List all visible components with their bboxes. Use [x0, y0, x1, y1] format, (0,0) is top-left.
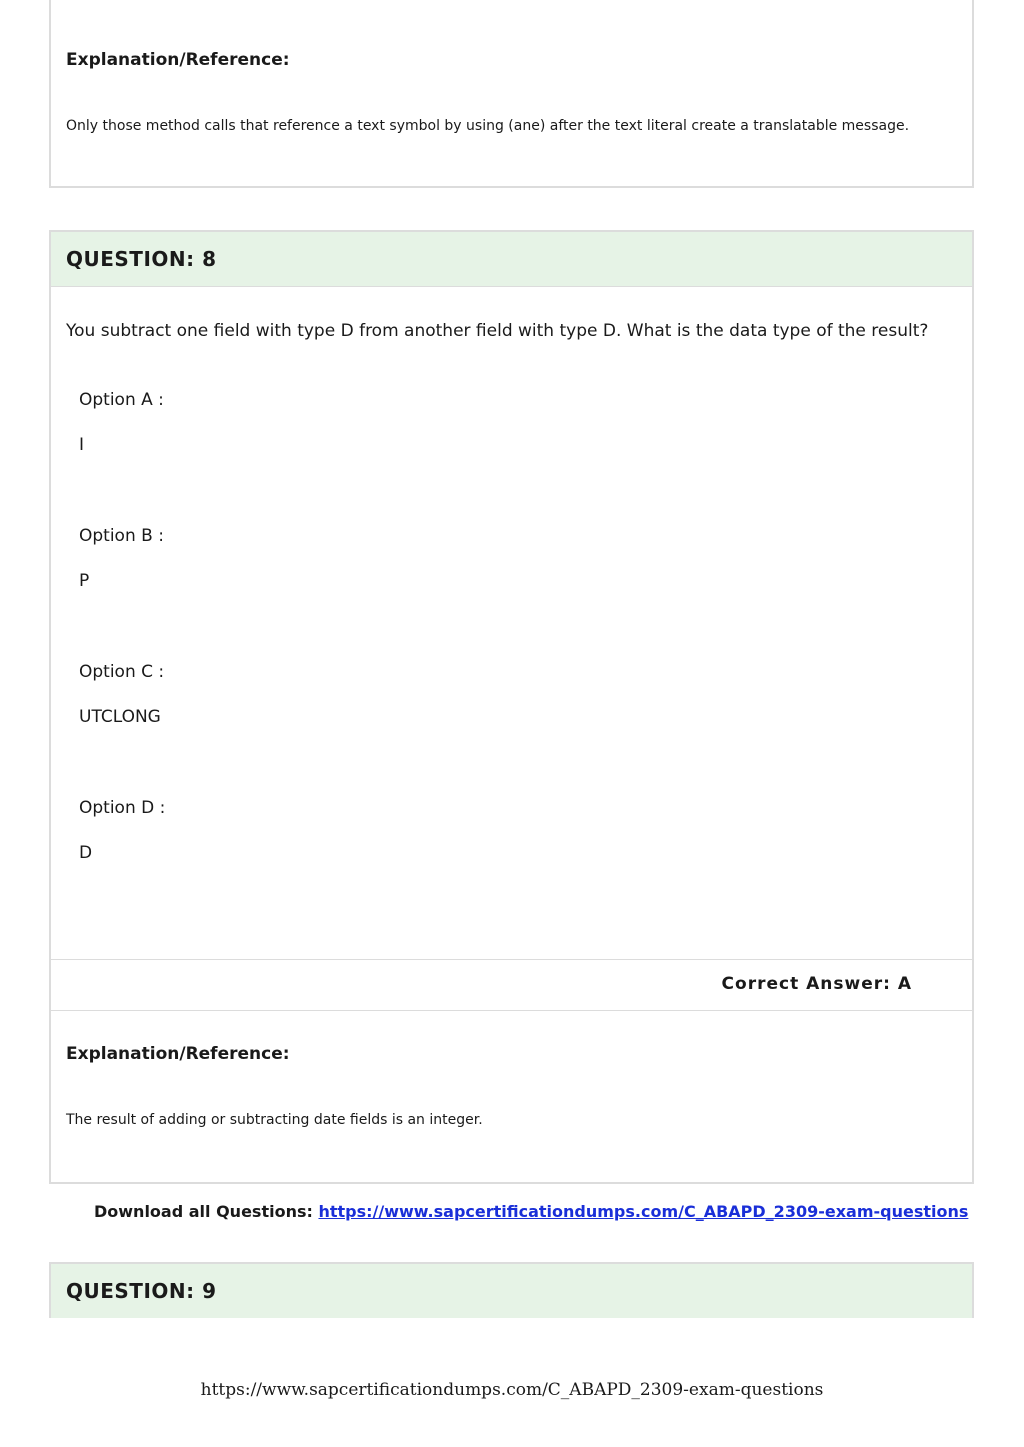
explanation-text: Only those method calls that reference a text symbol by using (ane) after the text literal create a translatable message.: [66, 118, 910, 134]
question-text: You subtract one field with type D from another field with type D. What is the data type of the result?: [66, 321, 929, 341]
question-number: QUESTION: 8: [66, 247, 217, 271]
download-label: Download all Questions:: [94, 1202, 313, 1221]
footer-url: https://www.sapcertificationdumps.com/C_ABAPD_2309-exam-questions: [200, 1380, 824, 1400]
explanation-title: Explanation/Reference:: [66, 1044, 290, 1064]
correct-answer: Correct Answer: A: [721, 974, 912, 994]
option-a-label: Option A :: [79, 390, 164, 410]
explanation-text: The result of adding or subtracting date fields is an integer.: [66, 1112, 483, 1128]
option-a-value: I: [79, 435, 85, 455]
option-d-value: D: [79, 843, 93, 863]
question-9-box: [49, 1262, 974, 1318]
option-b-value: P: [79, 571, 90, 591]
download-line: [94, 1202, 968, 1221]
prev-explanation-box: [49, 0, 974, 188]
question-header: [51, 232, 972, 287]
question-number: QUESTION: 9: [66, 1279, 217, 1303]
download-link[interactable]: https://www.sapcertificationdumps.com/C_ABAPD_2309-exam-questions: [318, 1202, 969, 1221]
option-c-label: Option C :: [79, 662, 165, 682]
question-8-box: [49, 230, 974, 1184]
question-header: [51, 1264, 972, 1318]
explanation-title: Explanation/Reference:: [66, 50, 290, 70]
answer-divider-top: [51, 959, 972, 960]
option-b-label: Option B :: [79, 526, 164, 546]
answer-divider-bottom: [51, 1010, 972, 1011]
option-d-label: Option D :: [79, 798, 166, 818]
option-c-value: UTCLONG: [79, 707, 161, 727]
